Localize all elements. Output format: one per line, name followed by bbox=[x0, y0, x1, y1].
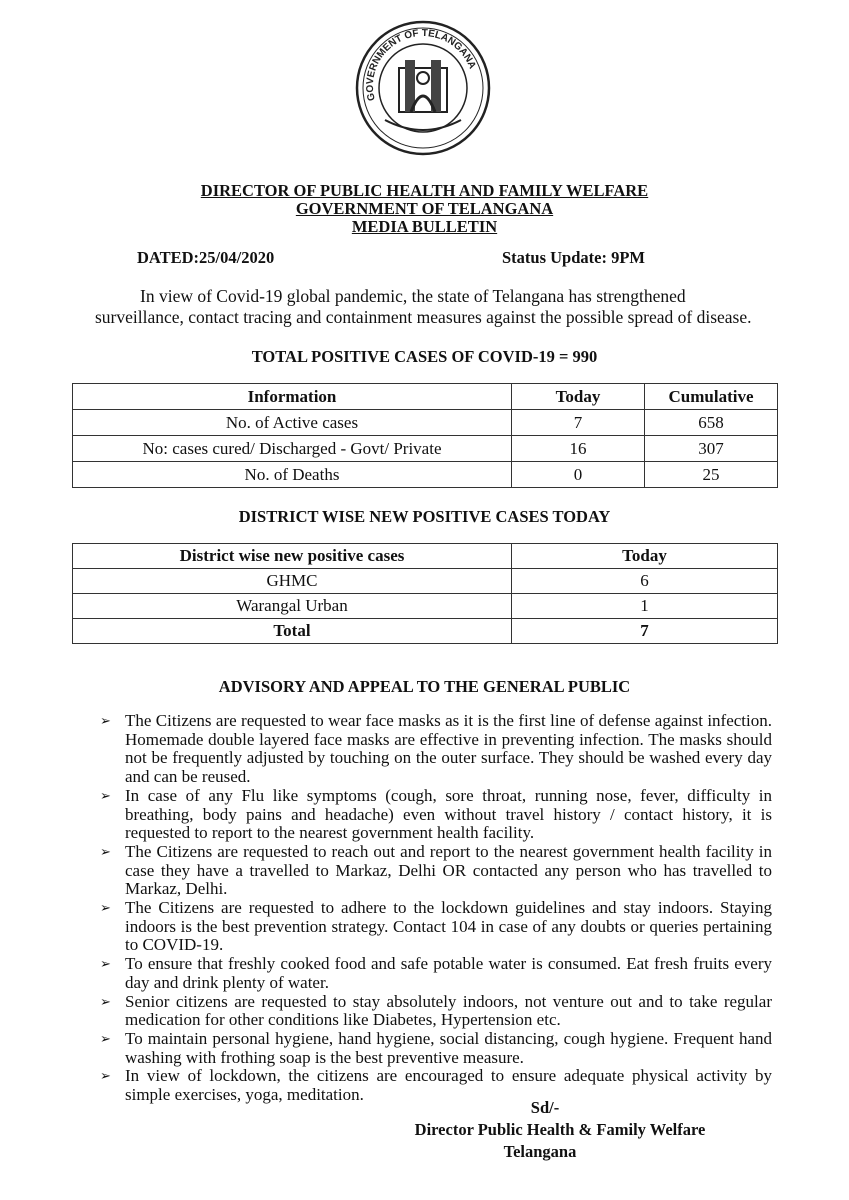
list-item: ➢ The Citizens are requested to wear face masks as it is the first line of defense against infection. Homemade double layered face masks are effective in preventing infection. The masks should not be frequently adjusted by touching on the outer surface. They should be washed every day and can be reused. bbox=[100, 711, 772, 787]
arrow-bullet-icon: ➢ bbox=[100, 1030, 111, 1046]
total-row bbox=[73, 619, 778, 644]
government-seal-emblem bbox=[355, 20, 491, 156]
table-row bbox=[73, 569, 778, 594]
district-heading: DISTRICT WISE NEW POSITIVE CASES TODAY bbox=[238, 507, 611, 526]
table-header-row bbox=[73, 384, 778, 410]
cell: 658 bbox=[645, 410, 778, 436]
arrow-bullet-icon: ➢ bbox=[100, 900, 111, 916]
cell: No. of Active cases bbox=[73, 410, 512, 436]
cell: 0 bbox=[512, 462, 645, 488]
arrow-bullet-icon: ➢ bbox=[100, 956, 111, 972]
cell: 25 bbox=[645, 462, 778, 488]
column-header: District wise new positive cases bbox=[73, 544, 512, 569]
list-item: ➢ To ensure that freshly cooked food and safe potable water is consumed. Eat fresh fruits every day and drink plenty of water. bbox=[100, 954, 772, 992]
cell: 6 bbox=[512, 569, 778, 594]
cell: 7 bbox=[512, 410, 645, 436]
intro-paragraph: In view of Covid-19 global pandemic, the state of Telangana has strengthened surveillance, contact tracing and containment measures against the possible spread of disease. bbox=[95, 286, 752, 327]
cell: Total bbox=[73, 619, 512, 644]
advisory-list bbox=[100, 712, 772, 1105]
arrow-bullet-icon: ➢ bbox=[100, 843, 111, 859]
table-row bbox=[73, 594, 778, 619]
signature-sd: Sd/- bbox=[530, 1098, 560, 1117]
list-item: ➢ The Citizens are requested to reach out and report to the nearest government health facility in case they have a travelled to Markaz, Delhi OR contacted any person who has travelled to Markaz, Delhi. bbox=[100, 841, 772, 899]
cell: No. of Deaths bbox=[73, 462, 512, 488]
column-header: Today bbox=[512, 544, 778, 569]
list-item: ➢ In view of lockdown, the citizens are encouraged to ensure adequate physical activity by simple exercises, yoga, meditation. bbox=[100, 1066, 772, 1105]
summary-table bbox=[72, 383, 778, 488]
header-line-2: GOVERNMENT OF TELANGANA bbox=[295, 199, 554, 218]
dated: DATED:25/04/2020 bbox=[137, 248, 275, 267]
advisory-heading: ADVISORY AND APPEAL TO THE GENERAL PUBLIC bbox=[218, 677, 631, 696]
header-line-3: MEDIA BULLETIN bbox=[351, 217, 498, 236]
header-line-1: DIRECTOR OF PUBLIC HEALTH AND FAMILY WELFARE bbox=[200, 181, 649, 200]
cell: GHMC bbox=[73, 569, 512, 594]
list-item: ➢ Senior citizens are requested to stay absolutely indoors, not venture out and to take regular medication for other conditions like Diabetes, Hypertension etc. bbox=[100, 991, 772, 1030]
signature-title: Director Public Health & Family Welfare bbox=[414, 1120, 706, 1139]
arrow-bullet-icon: ➢ bbox=[100, 993, 111, 1009]
list-item: ➢ The Citizens are requested to adhere to the lockdown guidelines and stay indoors. Staying indoors is the best prevention strategy. Contact 104 in case of any doubts or queries pertaining to COVID-19. bbox=[100, 898, 772, 955]
status-update: Status Update: 9PM bbox=[502, 248, 645, 267]
cell: 307 bbox=[645, 436, 778, 462]
signature-place: Telangana bbox=[503, 1142, 577, 1161]
cell: 7 bbox=[512, 619, 778, 644]
table-header-row bbox=[73, 544, 778, 569]
table-row bbox=[73, 436, 778, 462]
cell: No: cases cured/ Discharged - Govt/ Private bbox=[73, 436, 512, 462]
table-row bbox=[73, 462, 778, 488]
arrow-bullet-icon: ➢ bbox=[100, 1068, 111, 1084]
cell: Warangal Urban bbox=[73, 594, 512, 619]
column-header: Cumulative bbox=[645, 384, 778, 410]
arrow-bullet-icon: ➢ bbox=[100, 713, 111, 728]
column-header: Information bbox=[73, 384, 512, 410]
district-table bbox=[72, 543, 778, 644]
arrow-bullet-icon: ➢ bbox=[100, 787, 111, 803]
total-positive-heading: TOTAL POSITIVE CASES OF COVID-19 = 990 bbox=[251, 347, 598, 366]
list-item: ➢ To maintain personal hygiene, hand hygiene, social distancing, cough hygiene. Frequent hand washing with frothing soap is the best preventive measure. bbox=[100, 1028, 772, 1067]
cell: 1 bbox=[512, 594, 778, 619]
list-item: ➢ In case of any Flu like symptoms (cough, sore throat, running nose, fever, difficulty in breathing, body pains and headache) even without travel history / contact history, it is requested to report to the nearest government health facility. bbox=[100, 785, 772, 843]
cell: 16 bbox=[512, 436, 645, 462]
svg-text:GOVERNMENT OF TELANGANA: GOVERNMENT OF TELANGANA bbox=[364, 27, 478, 102]
table-row bbox=[73, 410, 778, 436]
column-header: Today bbox=[512, 384, 645, 410]
